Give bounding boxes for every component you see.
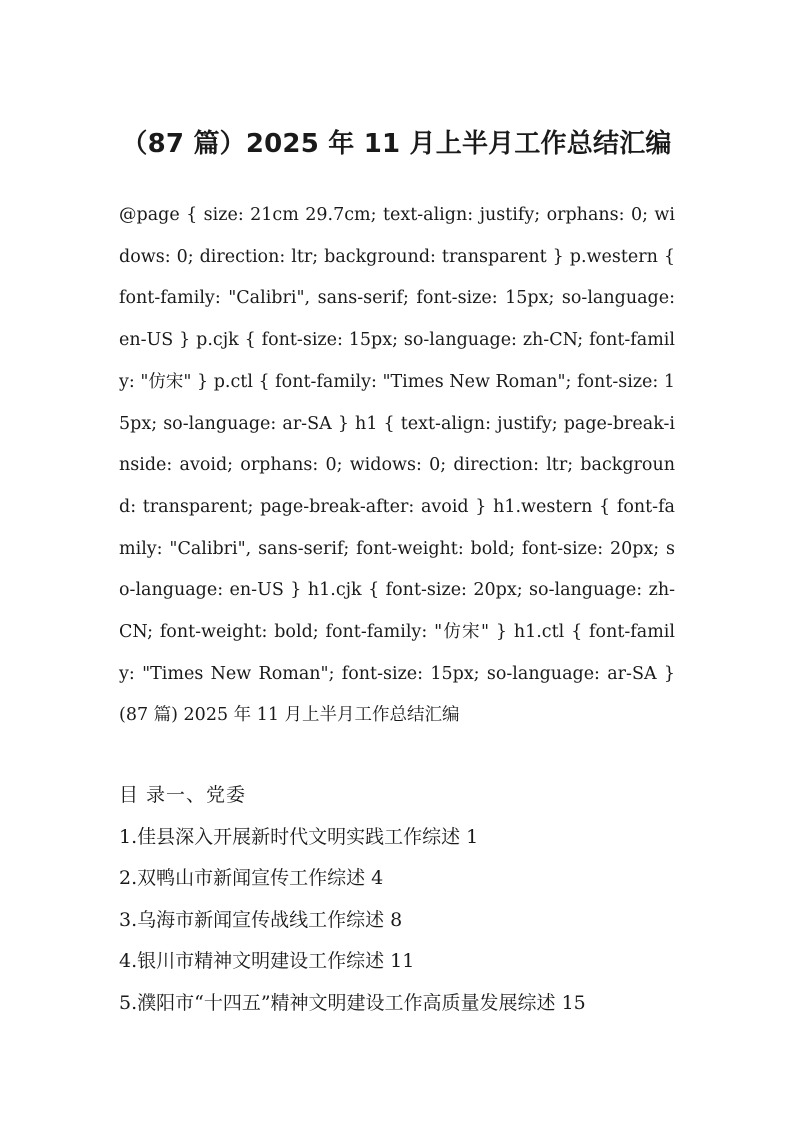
toc-heading: 目 录一、党委 [119,784,247,806]
toc-item: 5.濮阳市“十四五”精神文明建设工作高质量发展综述 15 [119,991,586,1014]
document-title: （87 篇）2025 年 11 月上半月工作总结汇编 [121,129,672,159]
document-body-text: @page { size: 21cm 29.7cm; text-align: justify; orphans: 0; widows: 0; direction: ltr; background: transparent } p.western { font-family: "Calibri", sans-serif; font-size: 15px; so-language: en-US } p.cjk { font-size: 15px; so-language: zh-CN; font-family: "仿宋" } p.ctl { font-family: "Times New Roman"; font-size: 15px; so-language: ar-SA } h1 { text-align: justify; page-break-inside: avoid; orphans: 0; widows: 0; direction: ltr; background: transparent; page-break-after: avoid } h1.western { font-family: "Calibri", sans-serif; font-weight: bold; font-size: 20px; so-language: en-US } h1.cjk { font-size: 20px; so-language: zh-CN; font-weight: bold; font-family: "仿宋" } h1.ctl { font-family: "Times New Roman"; font-size: 15px; so-language: ar-SA } (87 篇) 2025 年 11 月上半月工作总结汇编 [119,205,675,726]
toc-item: 3.乌海市新闻宣传战线工作综述 8 [119,908,403,931]
toc-item: 2.双鸭山市新闻宣传工作综述 4 [119,867,384,889]
toc-item: 4.银川市精神文明建设工作综述 11 [119,950,415,972]
table-of-contents [119,775,675,1024]
toc-item: 1.佳县深入开展新时代文明实践工作综述 1 [119,825,479,848]
